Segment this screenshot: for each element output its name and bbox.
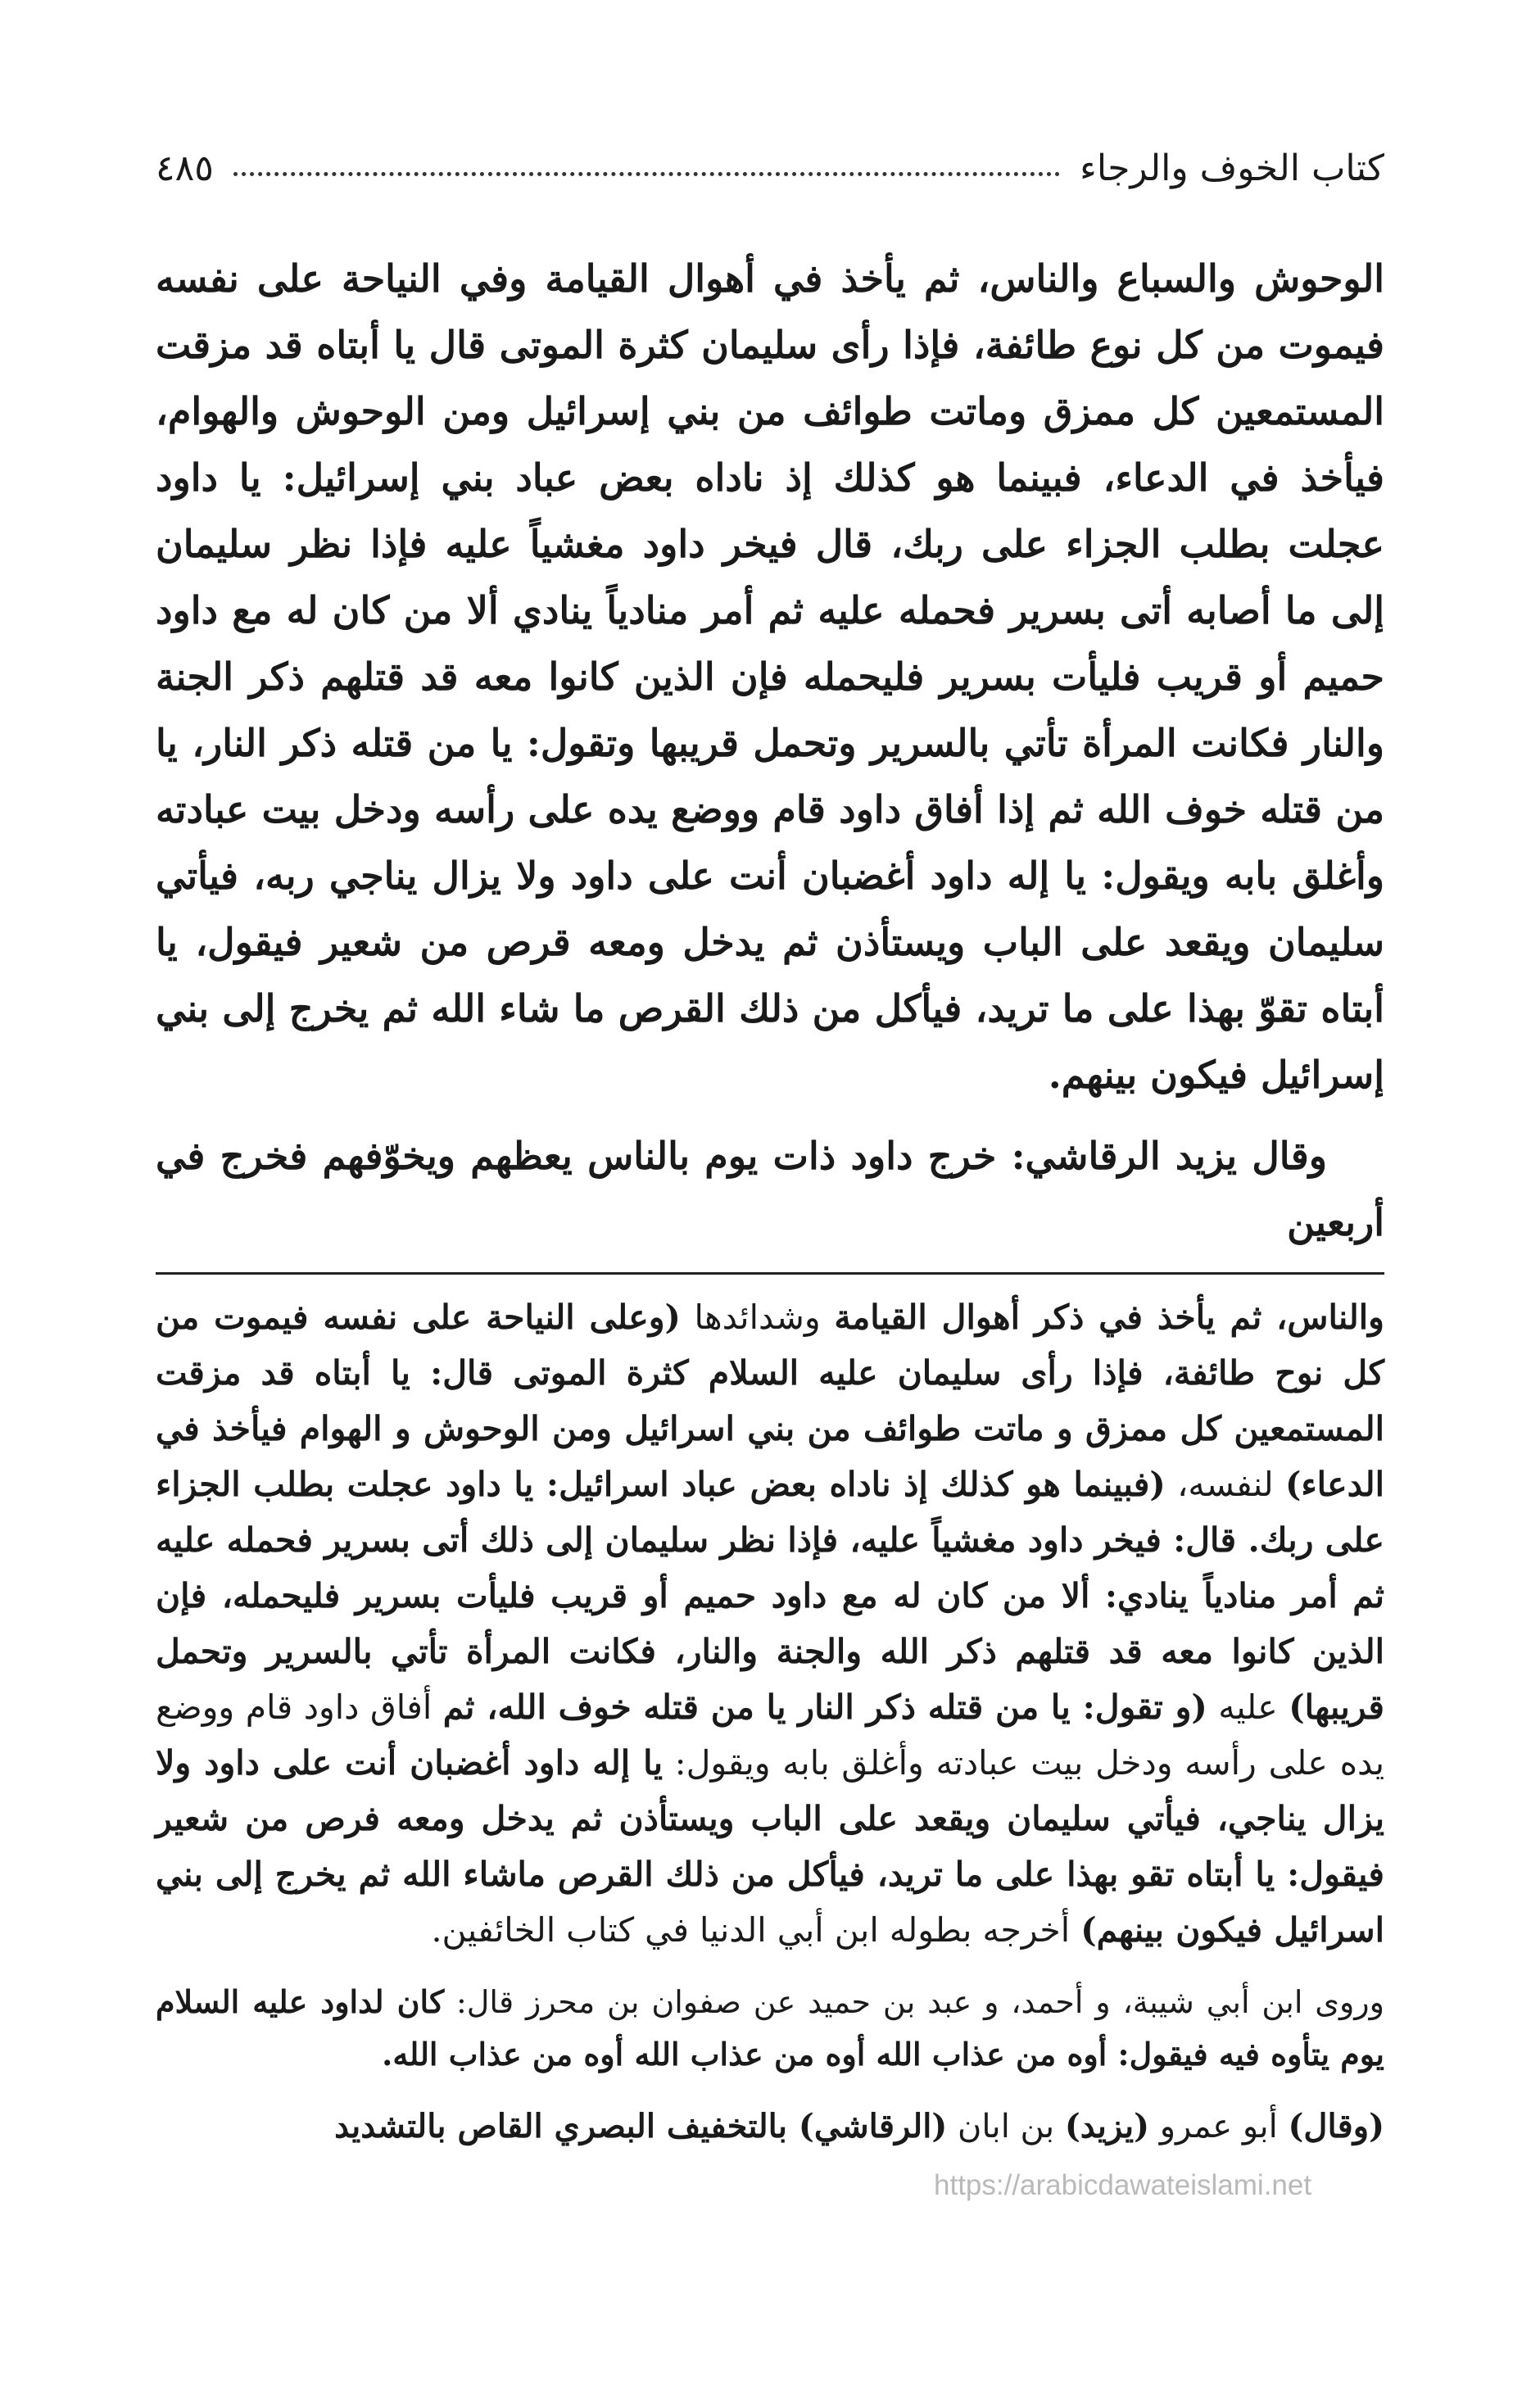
fn1-part-b: وشدائدها bbox=[680, 1298, 835, 1337]
main-paragraph-1: الوحوش والسباع والناس، ثم يأخذ في أهوال القيامة وفي النياحة على نفسه فيموت من كل نوع طائفة، فإذا رأى سليمان كثرة الموتى قال يا أبتاه قد مزقت المستمعين كل ممزق وماتت طوائف من بني إسرائيل ومن الوحوش والهوام، فيأخذ في الدعاء، فبينما هو كذلك إذ ناداه بعض عباد بني إسرائيل: يا داود عجلت بطلب الجزاء على ربك، قال فيخر داود مغشياً عليه فإذا نظر سليمان إلى ما أصابه أتى بسرير فحمله عليه ثم أمر منادياً ينادي ألا من كان له مع داود حميم أو قريب فليأت بسرير فليحمله فإن الذين كانوا معه قد قتلهم ذكر الجنة والنار فكانت المرأة تأتي بالسرير وتحمل قريبها وتقول: يا من قتله ذكر النار، يا من قتله خوف الله ثم إذا أفاق داود قام ووضع يده على رأسه ودخل بيت عبادته وأغلق بابه ويقول: يا إله داود أغضبان أنت على داود ولا يزال يناجي ربه، فيأتي سليمان ويقعد على الباب ويستأذن ثم يدخل ومعه قرص من شعير فيقول، يا أبتاه تقوّ بهذا على ما تريد، فيأكل من ذلك القرص ما شاء الله ثم يخرج إلى بني إسرائيل فيكون بينهم. bbox=[156, 256, 1384, 1097]
page-number: ٤٨٥ bbox=[156, 147, 214, 189]
footnote-2 bbox=[156, 1976, 1384, 2081]
header-dotted-leader bbox=[233, 154, 1060, 176]
fn1-part-i: يا إله داود أغضبان أنت على داود ولا يزال يناجي، فيأتي سليمان ويقعد على الباب ويستأذن ثم يدخل ومعه فرص من شعير فيقول: يا أبتاه تقو بهذا على ما تريد، فيأكل من ذلك القرص ماشاء الله ثم يخرج إلى بني اسرائيل فيكون بينهم) bbox=[156, 1743, 1384, 1950]
running-title: كتاب الخوف والرجاء bbox=[1080, 147, 1384, 189]
footnote-1 bbox=[156, 1289, 1384, 1958]
fn2-part-b: كان لداود عليه السلام يوم يتأوه فيه فيقول: أوه من عذاب الله أوه من عذاب الله أوه من عذاب الله. bbox=[156, 1983, 1384, 2073]
fn1-part-a: والناس، ثم يأخذ في ذكر أهوال القيامة bbox=[834, 1298, 1384, 1337]
fn3-part-d: بن ابان bbox=[947, 2108, 1065, 2145]
footnote-3 bbox=[156, 2099, 1384, 2154]
fn1-part-c: (وعلى النياحة على نفسه فيموت من كل نوح طائفة، فإذا رأى سليمان عليه السلام كثرة الموتى قال: يا أبتاه قد مزقت المستمعين كل ممزق و ماتت طوائف من بني اسرائيل ومن الوحوش و الهوام فيأخذ في الدعاء) bbox=[156, 1298, 1384, 1504]
fn1-part-g: (و تقول: يا من قتله ذكر النار يا من قتله خوف الله، ثم bbox=[442, 1688, 1207, 1727]
fn1-part-j: أخرجه بطوله ابن أبي الدنيا في كتاب الخائفين. bbox=[431, 1910, 1081, 1950]
fn3-part-c: (يزيد) bbox=[1064, 2107, 1150, 2145]
fn3-part-a: (وقال) bbox=[1288, 2107, 1384, 2145]
running-header bbox=[156, 123, 1384, 213]
fn3-part-b: أبو عمرو bbox=[1149, 2108, 1289, 2145]
footnote-separator bbox=[156, 1272, 1384, 1275]
fn1-part-f: عليه bbox=[1207, 1688, 1289, 1727]
main-paragraph-2: وقال يزيد الرقاشي: خرج داود ذات يوم بالناس يعظهم ويخوّفهم فخرج في أربعين bbox=[156, 1134, 1384, 1244]
fn1-part-h: أفاق داود قام ووضع يده على رأسه ودخل بيت عبادته وأغلق بابه ويقول: bbox=[156, 1688, 1384, 1783]
fn1-part-d: لنفسه، bbox=[1165, 1465, 1285, 1504]
fn2-part-a: وروى ابن أبي شيبة، و أحمد، و عبد بن حميد عن صفوان بن محرز قال: bbox=[444, 1984, 1385, 2020]
fn3-part-e: (الرقاشي) bbox=[798, 2107, 948, 2145]
watermark-url: https://arabicdawateislami.net bbox=[934, 2169, 1312, 2201]
fn3-part-f: بالتخفيف البصري القاص بالتشديد bbox=[334, 2107, 799, 2145]
main-text bbox=[156, 246, 1384, 1256]
fn1-part-e: (فبينما هو كذلك إذ ناداه بعض عباد اسرائيل: يا داود عجلت بطلب الجزاء على ربك. قال: فيخر داود مغشياً عليه، فإذا نظر سليمان إلى ذلك أتى بسرير فحمله عليه ثم أمر منادياً ينادي: ألا من كان له مع داود حميم أو قريب فليأت بسرير فليحمله، فإن الذين كانوا معه قد قتلهم ذكر الله والجنة والنار، فكانت المرأة تأتي بالسرير وتحمل قريبها) bbox=[156, 1465, 1384, 1727]
book-page bbox=[156, 123, 1384, 2302]
